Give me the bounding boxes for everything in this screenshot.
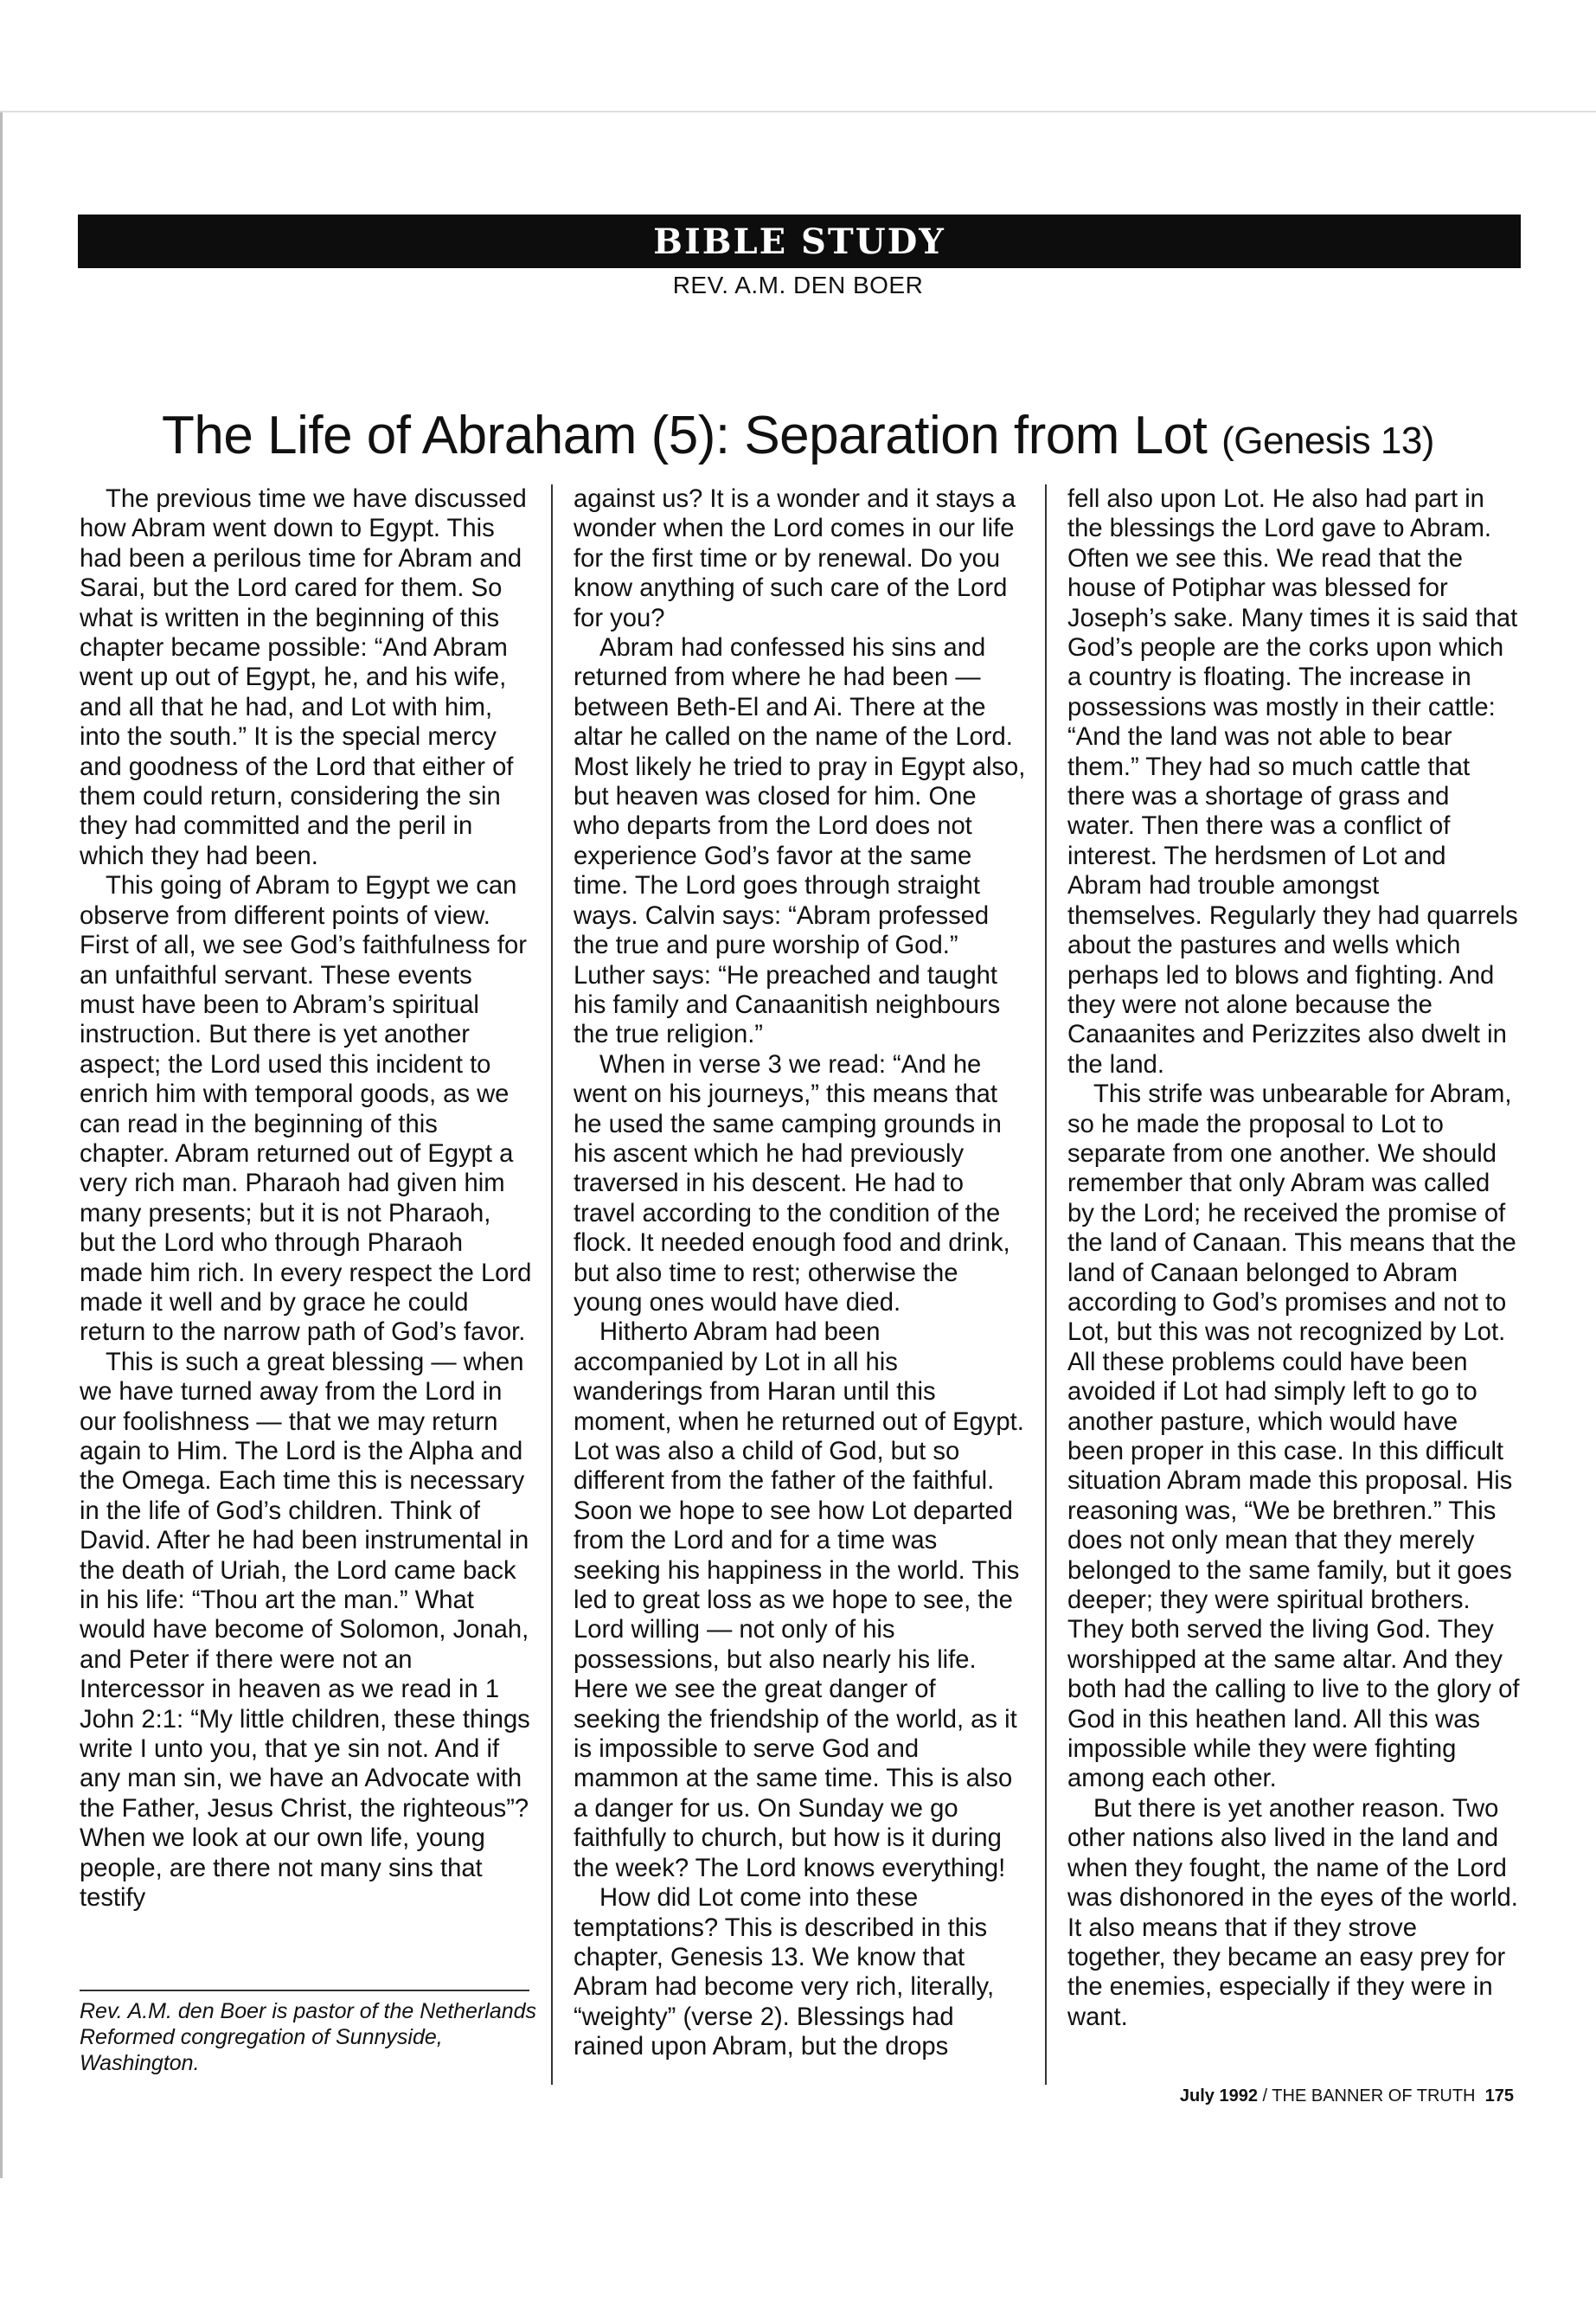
column-rule xyxy=(551,484,553,2085)
paragraph: This is such a great blessing — when we have turned away from the Lord in our foolishness — that we may return again to Him. The Lord is the Alpha and the Omega. Each time this is necessary in the life of God’s children. Think of David. After he had been instrumental in the death of Uriah, the Lord came back in his life: “Thou art the man.” What would have become of Solomon, Jonah, and Peter if there were not an Intercessor in heaven as we read in 1 John 2:1: “My little children, these things write I unto you, that ye sin not. And if any man sin, we have an Advocate with the Father, Jesus Christ, the righteous”? When we look at our own life, young people, are there not many sins that testify xyxy=(80,1348,530,1913)
paragraph: This strife was unbearable for Abram, so he made the proposal to Lot to separate from one another. We should remember that only Abram was called by the Lord; he received the promise of the land of Canaan. This means that the land of Canaan belonged to Abram according to God’s promises and not to Lot, but this was not recognized by Lot. All these problems could have been avoided if Lot had simply left to go to another pasture, which would have been proper in this case. In this difficult situation Abram made this proposal. His reasoning was, “We be brethren.” This does not only mean that they merely belonged to the same family, but it goes deeper; they were spiritual brothers. They both served the living God. They worshipped at the same altar. And they both had the calling to live to the glory of God in this heathen land. All this was impossible while they were fighting among each other. xyxy=(1067,1080,1520,1793)
paragraph: When in verse 3 we read: “And he went on his journeys,” this means that he used the same camping grounds in his ascent which he had previously traversed in his descent. He had to travel according to the condition of the flock. It needed enough food and drink, but also time to rest; otherwise the young ones would have died. xyxy=(574,1050,1010,1317)
author-byline: REV. A.M. DEN BOER xyxy=(672,272,924,298)
issue-date: July 1992 xyxy=(1179,2086,1258,2106)
page-number: 175 xyxy=(1484,2086,1514,2106)
article-title-reference: (Genesis 13) xyxy=(1221,420,1434,462)
paragraph: This going of Abram to Egypt we can observe from different points of view. First of all, we see God’s faithfulness for an unfaithful servant. These events must have been to Abram’s spiritual instruction. But there is yet another aspect; the Lord used this incident to enrich him with temporal goods, as we can read in the beginning of this chapter. Abram returned out of Egypt a very rich man. Pharaoh had given him many presents; but it is not Pharaoh, but the Lord who through Pharaoh made him rich. In every respect the Lord made it well and by grace he could return to the narrow path of God’s favor. xyxy=(80,872,532,1347)
page-folio xyxy=(995,2086,1514,2106)
paragraph: The previous time we have discussed how Abram went down to Egypt. This had been a perilous time for Abram and Sarai, but the Lord cared for them. So what is written in the beginning of this chapter became possible: “And Abram went up out of Egypt, he, and his wife, and all that he had, and Lot with him, into the south.” It is the special mercy and goodness of the Lord that either of them could return, considering the sin they had committed and the peril in which they had been. xyxy=(80,485,527,870)
paragraph: fell also upon Lot. He also had part in the blessings the Lord gave to Abram. Often we see this. We read that the house of Potiphar was blessed for Joseph’s sake. Many times it is said that God’s people are the corks upon which a country is floating. The increase in possessions was mostly in their cattle: “And the land was not able to bear them.” They had so much cattle that there was a shortage of grass and water. Then there was a conflict of interest. The herdsmen of Lot and Abram had trouble amongst themselves. Regularly they had quarrels about the pastures and wells which perhaps led to blows and fighting. And they were not alone because the Canaanites and Perizzites also dwelt in the land. xyxy=(1067,485,1518,1079)
column-rule xyxy=(1045,484,1047,2085)
text-column-3 xyxy=(1067,484,1521,2032)
author-footnote: Rev. A.M. den Boer is pastor of the Netherlands Reformed congregation of Sunnyside, Washington. xyxy=(80,1999,537,2075)
paragraph: How did Lot come into these temptations? This is described in this chapter, Genesis 13. We know that Abram had become very rich, literally, “weighty” (verse 2). Blessings had rained upon Abram, but the drops xyxy=(574,1884,995,2061)
magazine-name: THE BANNER OF TRUTH xyxy=(1272,2086,1476,2106)
paragraph: But there is yet another reason. Two other nations also lived in the land and when they fought, the name of the Lord was dishonored in the eyes of the world. It also means that if they strove together, they became an easy prey for the enemies, especially if they were in want. xyxy=(1067,1794,1518,2031)
paragraph: Hitherto Abram had been accompanied by Lot in all his wanderings from Haran until this moment, when he returned out of Egypt. Lot was also a child of God, but so different from the father of the faithful. Soon we hope to see how Lot departed from the Lord and for a time was seeking his happiness in the world. This led to great loss as we hope to see, the Lord willing — not only of his possessions, but also nearly his life. Here we see the great danger of seeking the friendship of the world, as it is impossible to serve God and mammon at the same time. This is also a danger for us. On Sunday we go faithfully to church, but how is it during the week? The Lord knows everything! xyxy=(574,1318,1024,1882)
paragraph: against us? It is a wonder and it stays a wonder when the Lord comes in our life for the first time or by renewal. Do you know anything of such care of the Lord for you? xyxy=(574,485,1016,632)
text-column-2 xyxy=(574,484,1027,2062)
section-title: BIBLE STUDY xyxy=(653,221,945,262)
section-banner xyxy=(78,215,1521,268)
folio-separator: / xyxy=(1257,2086,1272,2106)
footnote-rule xyxy=(80,1990,529,1991)
paragraph: Abram had confessed his sins and returned from where he had been — between Beth-El and Ai. There at the altar he called on the name of the Lord. Most likely he tried to pray in Egypt also, but heaven was closed for him. One who departs from the Lord does not experience God’s favor at the same time. The Lord goes through straight ways. Calvin says: “Abram professed the true and pure worship of God.” Luther says: “He preached and taught his family and Canaanitish neighbours the true religion.” xyxy=(574,634,1026,1049)
scan-edge-top xyxy=(0,111,1596,112)
article-title xyxy=(0,407,1596,465)
text-column-1 xyxy=(80,484,533,1913)
article-title-main: The Life of Abraham (5): Separation from Lot xyxy=(162,406,1208,465)
